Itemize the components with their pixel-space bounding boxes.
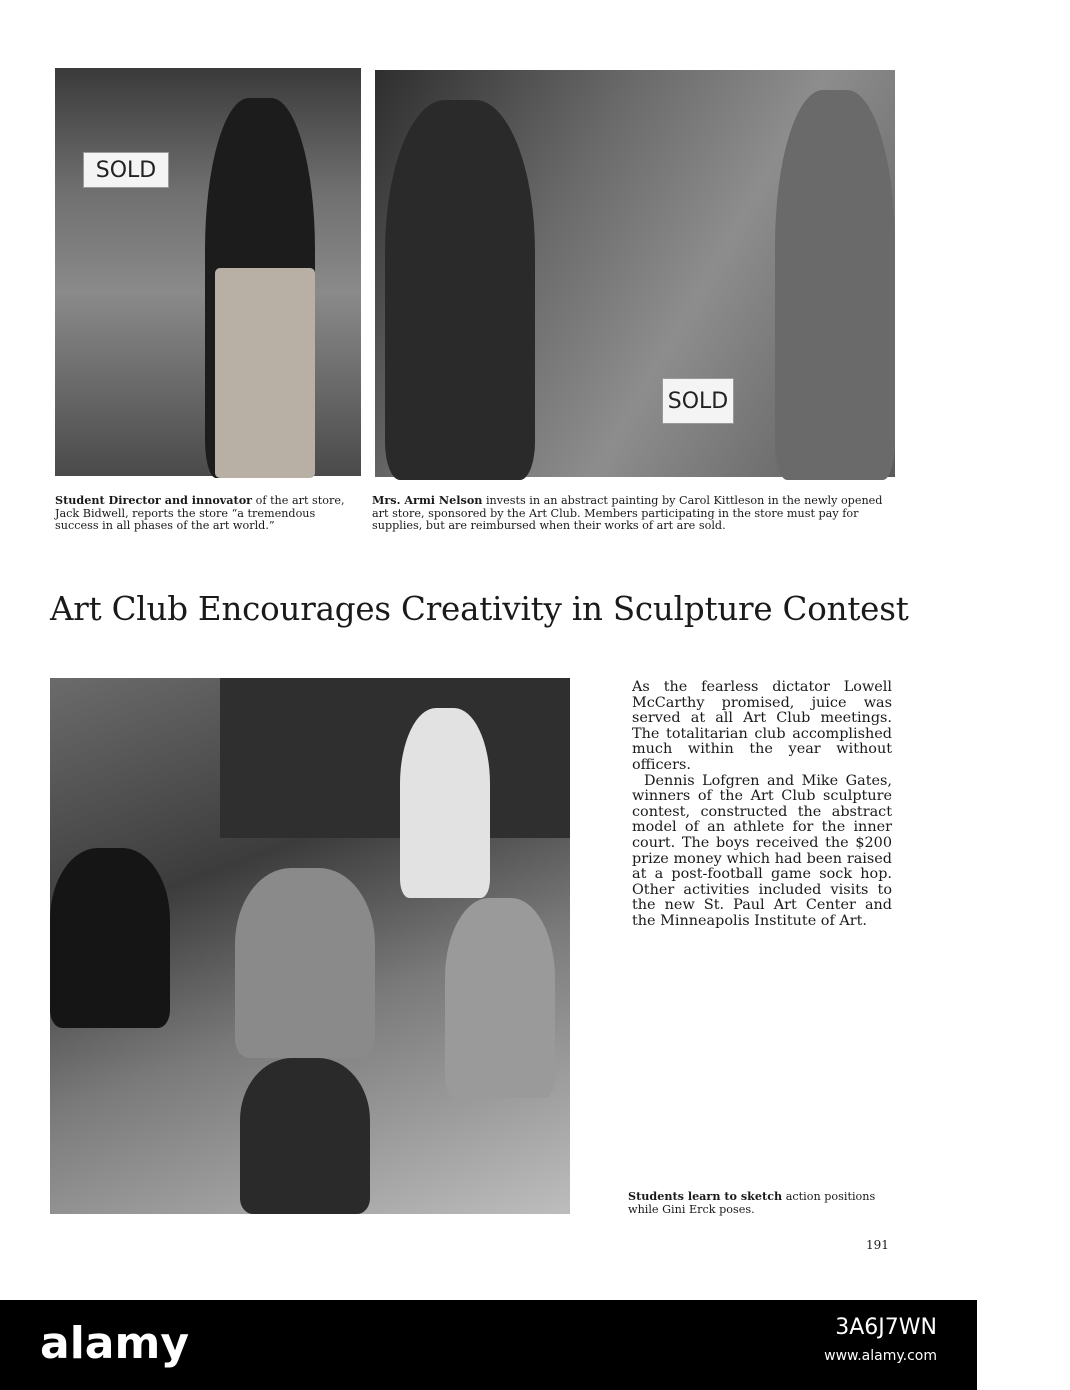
caption-bold: Students learn to sketch (628, 1189, 783, 1203)
footer-url: www.alamy.com (824, 1348, 937, 1364)
caption-text: invests in an abstract painting by Carol Kittleson in the newly opened art store, sponsored by the Art Club. Members participating in the store must pay for supplies, but are reimbursed when their works of art are sold. (372, 494, 883, 532)
photo-jack-bidwell-sold-sign (55, 68, 361, 476)
chalkboard (220, 678, 570, 838)
watermark: alamy (935, 160, 1070, 206)
paragraph: As the fearless dictator Lowell McCarthy promised, juice was served at all Art Club meetings. The totalitarian club accomplished much within the year without officers. (632, 679, 892, 773)
photo-students-sketching (50, 678, 570, 1214)
caption-bottom (628, 1190, 890, 1216)
figure-gini-erck (400, 708, 490, 898)
stock-footer (0, 1300, 977, 1390)
caption-text: of the art store, Jack Bidwell, reports the store “a tremendous success in all phases of the art world.” (55, 494, 345, 532)
headline: Art Club Encourages Creativity in Sculpture Contest (50, 590, 909, 628)
figure-student (445, 898, 555, 1098)
figure-mrs-nelson (385, 100, 535, 480)
alamy-logo: alamy (40, 1318, 189, 1369)
sold-sign: SOLD (662, 378, 734, 424)
paragraph: Dennis Lofgren and Mike Gates, winners of the Art Club sculpture contest, constructed the abstract model of an athlete for the inner court. The boys received the $200 prize money which had been raised at a post-football game sock hop. Other activities included visits to the new St. Paul Art Center and the Minneapolis Institute of Art. (632, 772, 892, 929)
image-id-block (824, 1314, 937, 1370)
caption-bold: Student Director and innovator (55, 493, 253, 507)
image-id: 3A6J7WN (835, 1315, 937, 1340)
sold-sign: SOLD (83, 152, 169, 188)
caption-left (55, 494, 361, 533)
figure-carol-kittleson (775, 90, 895, 480)
figure-student (240, 1058, 370, 1214)
caption-right (372, 494, 896, 533)
article-body (632, 680, 892, 930)
caption-bold: Mrs. Armi Nelson (372, 493, 483, 507)
photo-armi-nelson-buying-painting (375, 70, 1070, 477)
figure-trousers (215, 268, 315, 478)
figure-student (235, 868, 375, 1058)
figure-student (50, 848, 170, 1028)
page-number: 191 (866, 1238, 889, 1252)
caption-text: action positions while Gini Erck poses. (628, 1190, 876, 1216)
